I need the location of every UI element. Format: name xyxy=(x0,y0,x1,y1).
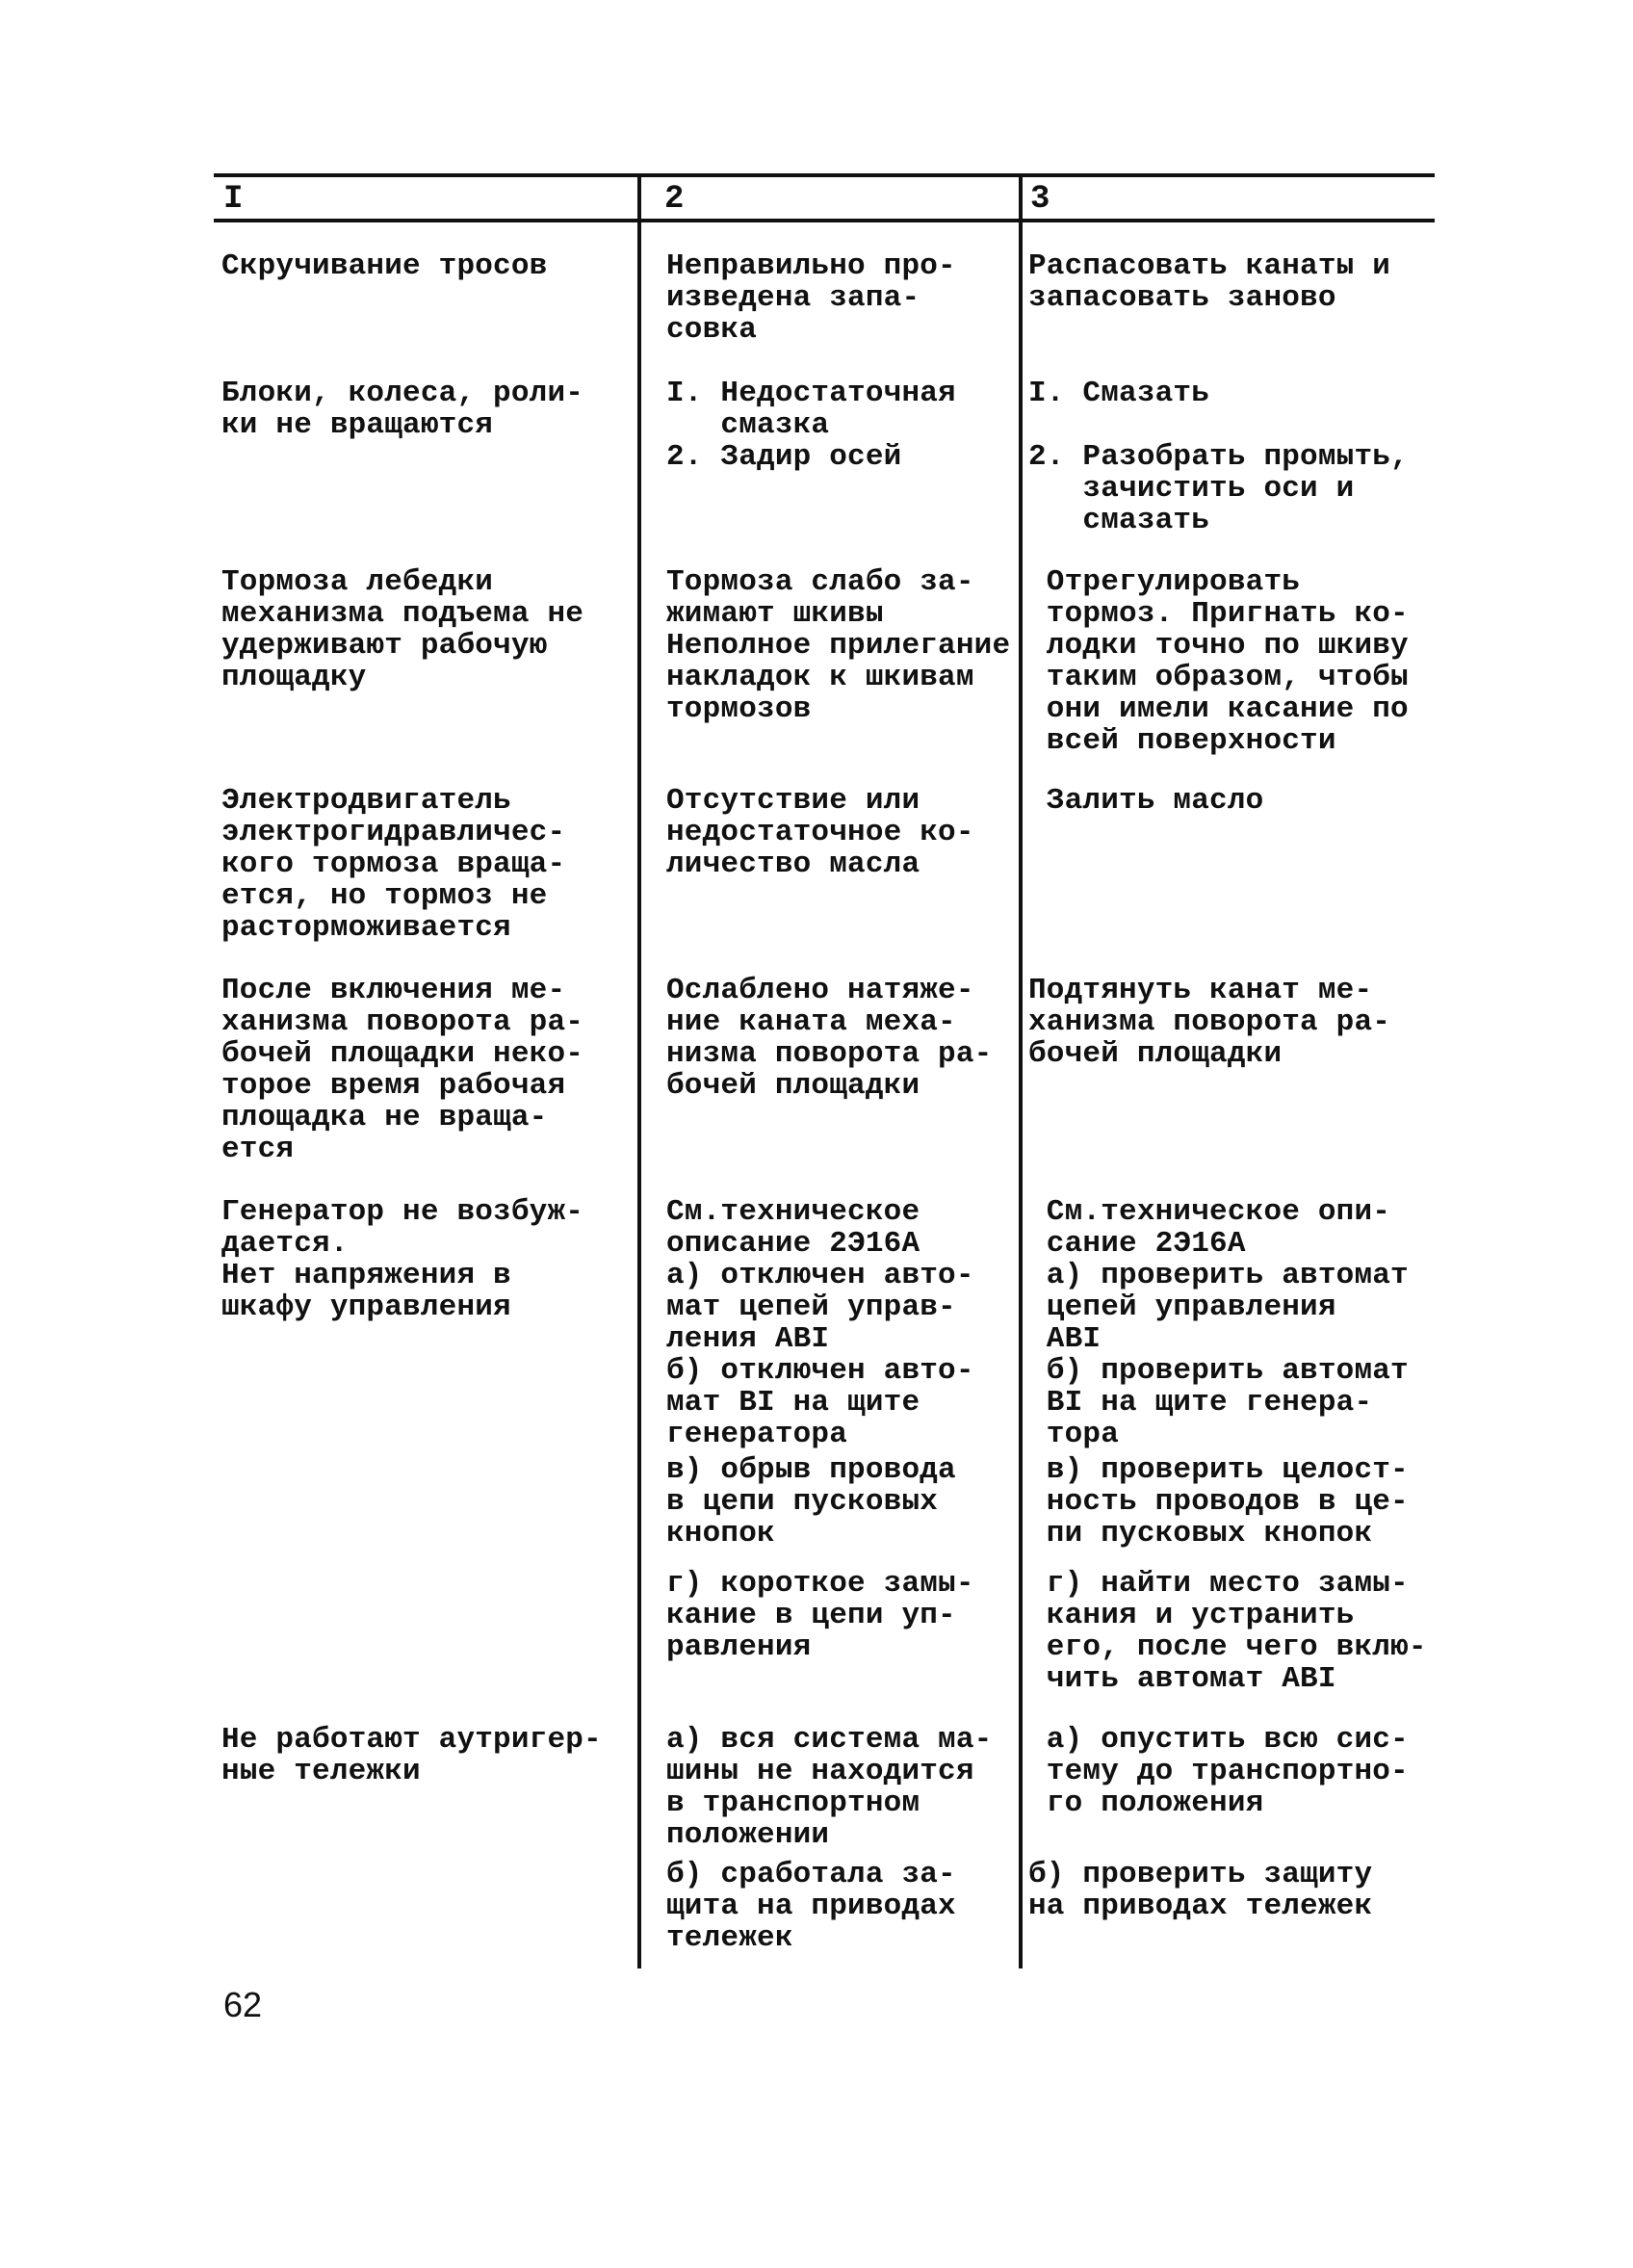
fault-cell: После включения ме- ханизма поворота ра- бочей площадки неко- торое время рабочая площадка не враща- ется xyxy=(221,974,584,1166)
cause-cell: в) обрыв провода в цепи пусковых кнопок xyxy=(666,1453,956,1551)
cause-cell: 2. Задир осей xyxy=(666,440,902,474)
column-divider-2 xyxy=(1019,173,1023,1968)
remedy-cell: I. Смазать xyxy=(1028,377,1210,410)
remedy-cell: Отрегулировать тормоз. Пригнать ко- лодки точно по шкиву таким образом, чтобы они имели касание по всей поверхности xyxy=(1046,565,1409,758)
column-header-1: I xyxy=(223,181,244,218)
fault-cell: Блоки, колеса, роли- ки не вращаются xyxy=(221,377,584,442)
cause-cell: Неправильно про- изведена запа- совка xyxy=(666,249,956,347)
remedy-cell: Залить масло xyxy=(1028,784,1264,818)
fault-cell: Электродвигатель электрогидравличес- кого тормоза враща- ется, но тормоз не расторможивается xyxy=(221,784,566,945)
remedy-cell: б) проверить защиту на приводах тележек xyxy=(1028,1858,1373,1923)
table-header-rule xyxy=(214,219,1435,222)
page-number: 62 xyxy=(223,1985,263,2024)
remedy-cell: Распасовать канаты и запасовать заново xyxy=(1028,249,1391,315)
column-header-2: 2 xyxy=(664,181,685,218)
fault-cell: Не работают аутригер- ные тележки xyxy=(221,1723,602,1788)
fault-cell: Скручивание тросов xyxy=(221,249,548,283)
remedy-cell: См.техническое опи- сание 2Э16А а) проверить автомат цепей управления АВI б) проверить автомат ВI на щите генера- тора xyxy=(1046,1195,1409,1451)
fault-cell: Тормоза лебедки механизма подъема не удерживают рабочую площадку xyxy=(221,565,584,694)
cause-cell: Ослаблено натяже- ние каната меха- низма поворота ра- бочей площадки xyxy=(666,974,993,1103)
cause-cell: а) вся система ма- шины не находится в транспортном положении xyxy=(666,1723,993,1852)
column-divider-1 xyxy=(637,173,641,1968)
table-top-rule xyxy=(214,173,1435,177)
remedy-cell: в) проверить целост- ность проводов в це- пи пусковых кнопок xyxy=(1046,1453,1409,1551)
remedy-cell: г) найти место замы- кания и устранить его, после чего вклю- чить автомат АВI xyxy=(1046,1567,1427,1696)
cause-cell: См.техническое описание 2Э16А а) отключен авто- мат цепей управ- ления АВI б) отключен авто- мат ВI на щите генератора xyxy=(666,1195,974,1451)
remedy-cell: а) опустить всю сис- тему до транспортно- го положения xyxy=(1046,1723,1409,1820)
column-header-3: 3 xyxy=(1030,181,1050,218)
cause-cell: б) сработала за- щита на приводах тележек xyxy=(666,1858,956,1955)
fault-cell: Генератор не возбуж- дается. Нет напряжения в шкафу управления xyxy=(221,1195,584,1324)
cause-cell: г) короткое замы- кание в цепи уп- равления xyxy=(666,1567,974,1664)
cause-cell: Тормоза слабо за- жимают шкивы Неполное прилегание накладок к шкивам тормозов xyxy=(666,565,1011,726)
cause-cell: I. Недостаточная смазка xyxy=(666,377,956,442)
remedy-cell: 2. Разобрать промыть, зачистить оси и смазать xyxy=(1028,440,1409,537)
remedy-cell: Подтянуть канат ме- ханизма поворота ра- бочей площадки xyxy=(1028,974,1391,1071)
cause-cell: Отсутствие или недостаточное ко- личество масла xyxy=(666,784,974,881)
